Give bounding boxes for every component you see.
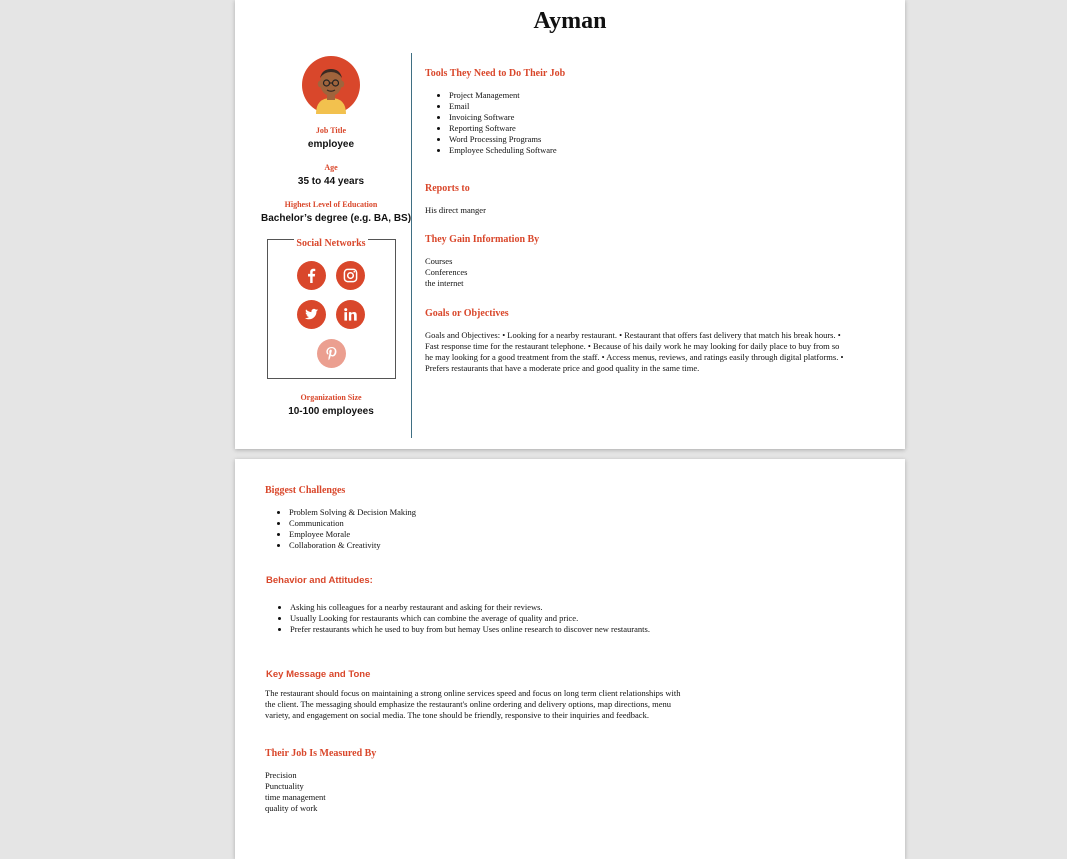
- info-list: [425, 256, 855, 289]
- challenges-section: [265, 485, 695, 551]
- behavior-list: [266, 602, 666, 635]
- challenges-list: [265, 507, 695, 551]
- persona-name: Ayman: [533, 8, 607, 34]
- list-item: the internet: [425, 278, 464, 288]
- list-item: • Invoicing Software: [449, 112, 855, 123]
- message-title: Key Message and Tone: [266, 669, 371, 680]
- pinterest-icon[interactable]: [317, 339, 346, 368]
- list-item: • Communication: [289, 518, 695, 529]
- list-item: Courses: [425, 256, 453, 266]
- job-title-label: Job Title: [315, 126, 347, 135]
- message-text: The restaurant should focus on maintaining a strong online services speed and focus on long term client relationships with the client. The messaging should emphasize the restaurant's online ordering and delivery options, map directions, menu variety, and engagement on social media. The tone should be friendly, responsive to their inquiries and feedback.: [265, 688, 681, 720]
- social-icons: [268, 261, 395, 378]
- facebook-icon[interactable]: [297, 261, 326, 290]
- org-size-label: Organization Size: [300, 393, 362, 402]
- social-networks-box: [267, 239, 396, 379]
- list-item: time management: [265, 792, 326, 802]
- job-title-value: employee: [307, 139, 355, 150]
- message-section: [265, 669, 685, 721]
- persona-page-2: [235, 459, 905, 859]
- profile-column: [261, 56, 412, 417]
- list-item: • Project Management: [449, 90, 855, 101]
- goals-text: Goals and Objectives: • Looking for a nearby restaurant. • Restaurant that offers fast delivery that match his break hours. • Fast response time for the restaurant telephone. • Because of his daily work he may looking for daily place to buy from so he may looking for a good treatment from the staff. • Access menus, reviews, and ratings easily through digital platforms. • Prefers restaurants that have a moderate price and good quality in the same time.: [425, 330, 844, 373]
- reports-title: Reports to: [425, 183, 470, 194]
- instagram-icon[interactable]: [336, 261, 365, 290]
- list-item: Conferences: [425, 267, 468, 277]
- list-item: • Employee Morale: [289, 529, 695, 540]
- measured-title: Their Job Is Measured By: [265, 748, 377, 759]
- reports-text: His direct manger: [425, 205, 486, 215]
- org-size-value: 10-100 employees: [288, 406, 374, 417]
- list-item: • Problem Solving & Decision Making: [289, 507, 695, 518]
- list-item: • Email: [449, 101, 855, 112]
- list-item: • Usually Looking for restaurants which can combine the average of quality and price.: [290, 613, 666, 624]
- column-divider: [411, 53, 412, 438]
- persona-page-1: [235, 0, 905, 449]
- education-label: Highest Level of Education: [284, 200, 378, 209]
- social-networks-label: Social Networks: [296, 238, 366, 249]
- twitter-icon[interactable]: [297, 300, 326, 329]
- list-item: • Collaboration & Creativity: [289, 540, 695, 551]
- info-title: They Gain Information By: [425, 234, 540, 245]
- list-item: • Asking his colleagues for a nearby restaurant and asking for their reviews.: [290, 602, 666, 613]
- behavior-title: Behavior and Attitudes:: [266, 575, 373, 586]
- avatar: [302, 56, 360, 114]
- details-column: [425, 68, 855, 374]
- tools-list: [425, 90, 855, 156]
- list-item: • Prefer restaurants which he used to buy from but hemay Uses online research to discover new restaurants.: [290, 624, 666, 635]
- goals-title: Goals or Objectives: [425, 308, 509, 319]
- age-value: 35 to 44 years: [297, 176, 365, 187]
- list-item: quality of work: [265, 803, 318, 813]
- list-item: • Word Processing Programs: [449, 134, 855, 145]
- challenges-title: Biggest Challenges: [265, 485, 346, 496]
- age-label: Age: [324, 163, 338, 172]
- measured-list: [265, 770, 695, 814]
- list-item: • Employee Scheduling Software: [449, 145, 855, 156]
- linkedin-icon[interactable]: [336, 300, 365, 329]
- list-item: • Reporting Software: [449, 123, 855, 134]
- education-value: Bachelor’s degree (e.g. BA, BS): [261, 213, 412, 224]
- list-item: Punctuality: [265, 781, 304, 791]
- behavior-section: [266, 575, 666, 635]
- tools-title: Tools They Need to Do Their Job: [425, 68, 566, 79]
- measured-section: [265, 748, 695, 814]
- list-item: Precision: [265, 770, 297, 780]
